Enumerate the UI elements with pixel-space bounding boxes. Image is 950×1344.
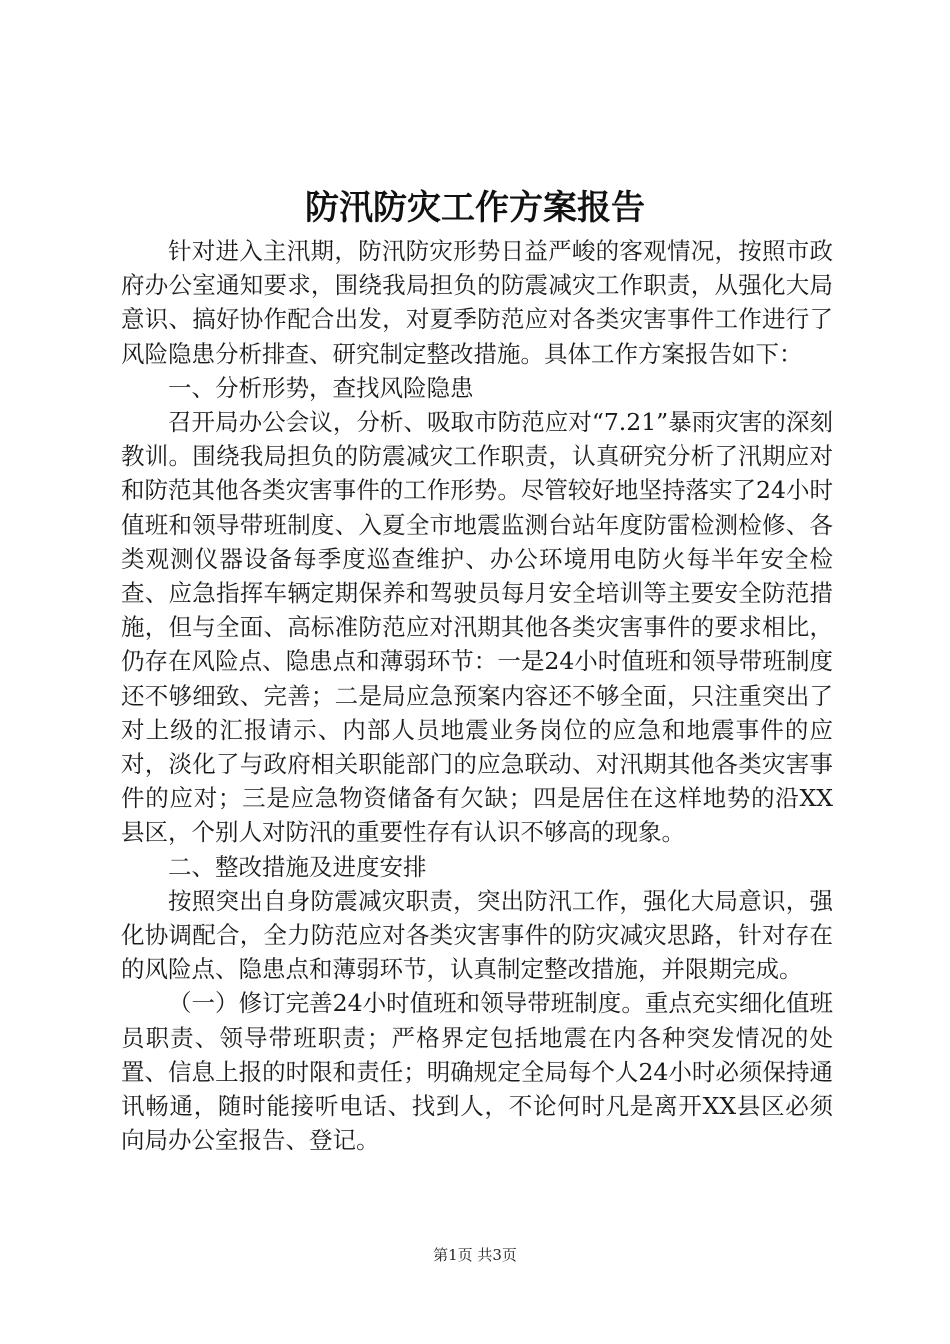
page-footer: 第1页 共3页 <box>433 1246 517 1264</box>
section-heading-2: 二、整改措施及进度安排 <box>168 852 427 881</box>
subsection-1-paragraph: （一）修订完善24小时值班和领导带班制度。重点充实细化值班员职责、领导带班职责；严格界定包括地震在内各种突发情况的处置、信息上报的时限和责任；明确规定全局每个人24小时必须保持通讯畅通，随时能接听电话、找到人，不论何时凡是离开XX县区必须向局办公室报告、登记。 <box>121 989 833 1155</box>
intro-paragraph: 针对进入主汛期，防汛防灾形势日益严峻的客观情况，按照市政府办公室通知要求，围绕我局担负的防震减灾工作职责，从强化大局意识、搞好协作配合出发，对夏季防范应对各类灾害事件工作进行了风险隐患分析排查、研究制定整改措施。具体工作方案报告如下： <box>121 237 833 368</box>
measures-paragraph: 按照突出自身防震减灾职责，突出防汛工作，强化大局意识，强化协调配合，全力防范应对各类灾害事件的防灾减灾思路，针对存在的风险点、隐患点和薄弱环节，认真制定整改措施，并限期完成。 <box>121 886 833 984</box>
analysis-paragraph: 召开局办公会议，分析、吸取市防范应对“7.21”暴雨灾害的深刻教训。围绕我局担负的防震减灾工作职责，认真研究分析了汛期应对和防范其他各类灾害事件的工作形势。尽管较好地坚持落实了24小时值班和领导带班制度、入夏全市地震监测台站年度防雷检测检修、各类观测仪器设备每季度巡查维护、办公环境用电防火每半年安全检查、应急指挥车辆定期保养和驾驶员每月安全培训等主要安全防范措施，但与全面、高标准防范应对汛期其他各类灾害事件的要求相比，仍存在风险点、隐患点和薄弱环节：一是24小时值班和领导带班制度还不够细致、完善；二是局应急预案内容还不够全面，只注重突出了对上级的汇报请示、内部人员地震业务岗位的应急和地震事件的应对，淡化了与政府相关职能部门的应急联动、对汛期其他各类灾害事件的应对；三是应急物资储备有欠缺；四是居住在这样地势的沿XX县区，个别人对防汛的重要性存有认识不够高的现象。 <box>121 408 833 847</box>
document-title: 防汛防灾工作方案报告 <box>305 188 645 228</box>
section-heading-1: 一、分析形势，查找风险隐患 <box>168 373 474 402</box>
document-body <box>121 234 833 1157</box>
